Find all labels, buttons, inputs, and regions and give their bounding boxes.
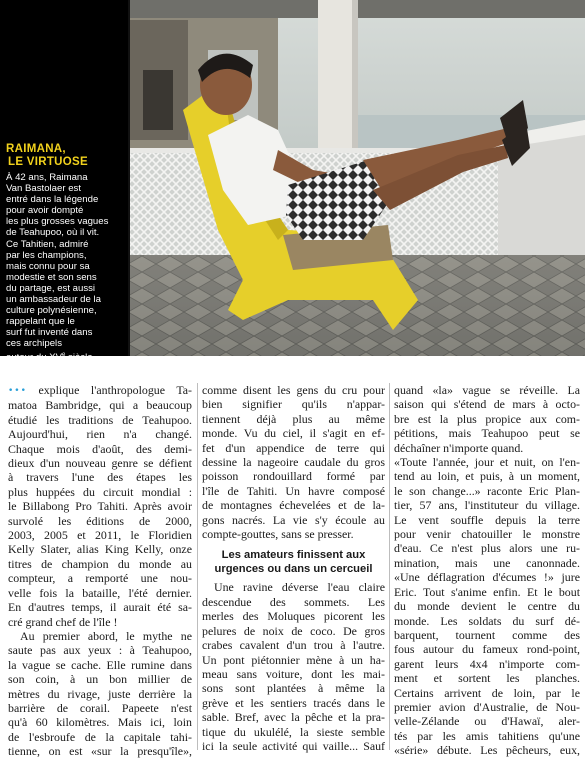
caption-line: entré dans la légende (6, 194, 99, 206)
caption-line: un ambassadeur de la (6, 294, 101, 306)
text-line: ment et sortent les planches. (394, 671, 580, 686)
text-line: compte-gouttes, sans se presser. (202, 527, 354, 542)
text-line: bre est la plus propice aux com- (394, 411, 580, 426)
text-line: cré grand chef de l'île ! (8, 614, 118, 629)
text-line: Chaque mois d'août, des demi- (8, 441, 192, 456)
article-column-2 (202, 383, 385, 753)
text-line: tend au loin, et puis, à un moment, (394, 469, 580, 484)
text-line: l'île de Tahiti. Un havre composé (202, 483, 385, 498)
text-line: velle fois la bataille, l'été dernier. (8, 585, 192, 600)
text-line: saison qui s'étend de mars à octo- (394, 397, 580, 412)
article-column-3 (394, 383, 580, 758)
caption-line: pour avoir dompté (6, 205, 84, 217)
text-line: Au premier abord, le mythe ne (20, 628, 192, 643)
text-line: pour venir chatouiller le monstre (394, 527, 580, 542)
text-line: à travers l'une des étapes les (8, 470, 192, 485)
hero-photo (128, 0, 585, 356)
caption-body (6, 172, 124, 363)
caption-line: Ce Tahitien, admiré (6, 238, 89, 250)
text-line: la vague se cache. Elle rumine dans (8, 657, 192, 672)
text-line: Une ravine déverse l'eau claire (214, 580, 385, 595)
text-line: mination, mais une canonnade. (394, 555, 580, 570)
text-line: descendue des sommets. Les (202, 594, 385, 609)
text-line: velle-Zélande ou d'Hawaï, aler- (394, 714, 580, 729)
caption-line: surf fut inventé dans (6, 327, 93, 339)
text-line: Kelly Slater, alias King Kelly, onze (8, 542, 192, 557)
photo-illustration (128, 0, 585, 356)
text-line: grève et les sentiers tracés dans le (202, 695, 385, 710)
text-line: compteur, a remporté une nou- (8, 571, 192, 586)
text-line: tique du ukulélé, la sieste semble (202, 724, 385, 739)
caption-line: modestie et son sens (6, 271, 97, 283)
text-line: plus huppées du circuit mondial : (8, 484, 192, 499)
text-line: sable. Bref, avec la pêche et la pra- (202, 710, 385, 725)
text-line: mètres du rivage, juste derrière la (8, 686, 192, 701)
text-line: dessine la nageoire caudale du gros (202, 455, 385, 470)
text-line: déchaîner n'importe quand. (394, 440, 524, 455)
text-line: quand «la» vague se réveille. La (394, 383, 580, 397)
text-line: Eric. Tout s'anime enfin. Et le bout (394, 584, 580, 599)
caption-line: ces archipels (6, 338, 62, 350)
text-line: qu'à 60 kilomètres. Mais ici, loin (8, 715, 192, 730)
caption-line: Van Bastolaer est (6, 183, 82, 195)
text-line: poisson rondouillard formé par (202, 469, 385, 484)
text-line: pétitions, mais Teahupoo peut se (394, 426, 580, 441)
caption-line: rappelant que le (6, 316, 75, 328)
section-subheading (202, 549, 385, 576)
text-line: tés par les amis tahitiens qu'une (394, 728, 580, 743)
article-column-1 (8, 383, 192, 759)
text-line: tiennent déjà plus au même (202, 411, 385, 426)
text-line: ici la seule activité qui vaille... Sauf (202, 738, 385, 753)
caption-last-sup: e (62, 351, 66, 358)
text-line: étudié les traditions de Teahupoo. (8, 412, 192, 427)
caption-line: culture polynésienne, (6, 305, 97, 317)
text-line: crabes cavalent d'un trou à l'autre. (202, 638, 385, 653)
caption-line: du partage, est aussi (6, 282, 96, 294)
subheading-line: urgences ou dans un cercueil (214, 562, 373, 575)
caption-last-line (6, 350, 124, 363)
text-line: garent leurs 4x4 n'importe com- (394, 656, 580, 671)
text-line: merles des Moluques picorent les (202, 609, 385, 624)
text-line: gons nacrés. La vie s'y écoule au (202, 512, 385, 527)
text-line: «Toute l'année, jour et nuit, on l'en- (394, 455, 580, 470)
text-line: meau sans voiture, dont les mai- (202, 666, 385, 681)
text-line: tier, 57 ans, l'instituteur du village. (394, 498, 580, 513)
text-line: «Une déflagration d'écumes !» jure (394, 570, 580, 585)
text-line: le Billabong Pro Tahiti. Après avoir (8, 499, 192, 514)
caption-title-line1: RAIMANA, (6, 143, 66, 155)
text-line: Certains arrivent de loin, par le (394, 685, 580, 700)
text-line: le son change...» raconte Eric Plan- (394, 483, 580, 498)
text-line (8, 383, 192, 398)
caption-last-suffix: siècle. (65, 351, 96, 363)
caption-title-line2: LE VIRTUOSE (8, 156, 88, 168)
text-line: «série» débute. Les pêcheurs, eux, (394, 743, 580, 758)
text-line: fous autour du fameux rond-point, (394, 642, 580, 657)
text-line: barquent, tournent comme des (394, 627, 580, 642)
text-line: barrière de corail. Papeete n'est (8, 700, 192, 715)
text-line: survolé les éditions de 2000, (8, 513, 192, 528)
text-line: saute pas aux yeux : à Teahupoo, (8, 643, 192, 658)
text-line: comme disent les gens du cru pour (202, 383, 385, 397)
text-line: monde. Les soldats du surf dé- (394, 613, 580, 628)
text-line: d'eau. Ce n'est plus alors une ru- (394, 541, 580, 556)
text-line: 2003, 2005 et 2011, le Floridien (8, 528, 192, 543)
text-line: En d'autres temps, il aurait été sa- (8, 600, 192, 615)
caption-line: par les champions, (6, 249, 87, 261)
article-body (0, 383, 585, 759)
text-line: tienne, on est «sur la presqu'île», (8, 744, 192, 759)
subheading-line: Les amateurs finissent aux (221, 549, 366, 562)
text-line: premier avion d'Australie, de Nou- (394, 699, 580, 714)
caption-line: les plus grosses vagues (6, 216, 109, 228)
text-line: pelures de noix de coco. De gros (202, 623, 385, 638)
text-line: dieux d'un nouveau genre se défient (8, 456, 192, 471)
text-line-content: explique l'anthropologue Ta- (38, 383, 192, 397)
text-line: sons sont plantées à même la (202, 681, 385, 696)
bullet-marker: ••• (8, 386, 27, 396)
text-line: Le vent souffle depuis la terre (394, 512, 580, 527)
text-line: du monde devient le centre du (394, 599, 580, 614)
caption-line: mais connu pour sa (6, 260, 90, 272)
text-line: Un pont piétonnier mène à un ha- (202, 652, 385, 667)
caption-last-prefix: autour du XV (6, 351, 63, 363)
text-line: titres de champion du monde au (8, 556, 192, 571)
caption-line: de Teahupoo, où il vit. (6, 227, 100, 239)
text-line: de l'esbroufe de la capitale tahi- (8, 729, 192, 744)
text-line: monde. Vu du ciel, il s'agit en ef- (202, 426, 385, 441)
text-line: fet d'un appendice de terre qui (202, 440, 385, 455)
text-line: bien signifier qu'ils n'appar- (202, 397, 385, 412)
caption-line: À 42 ans, Raimana (6, 172, 88, 183)
text-line: matoa Bambridge, qui a beaucoup (8, 398, 192, 413)
text-line: son coin, à un bon millier de (8, 672, 192, 687)
photo-caption (6, 143, 124, 363)
text-line: Aujourd'hui, rien n'a changé. (8, 427, 192, 442)
text-line: de montagnes échevelées et de la- (202, 498, 385, 513)
